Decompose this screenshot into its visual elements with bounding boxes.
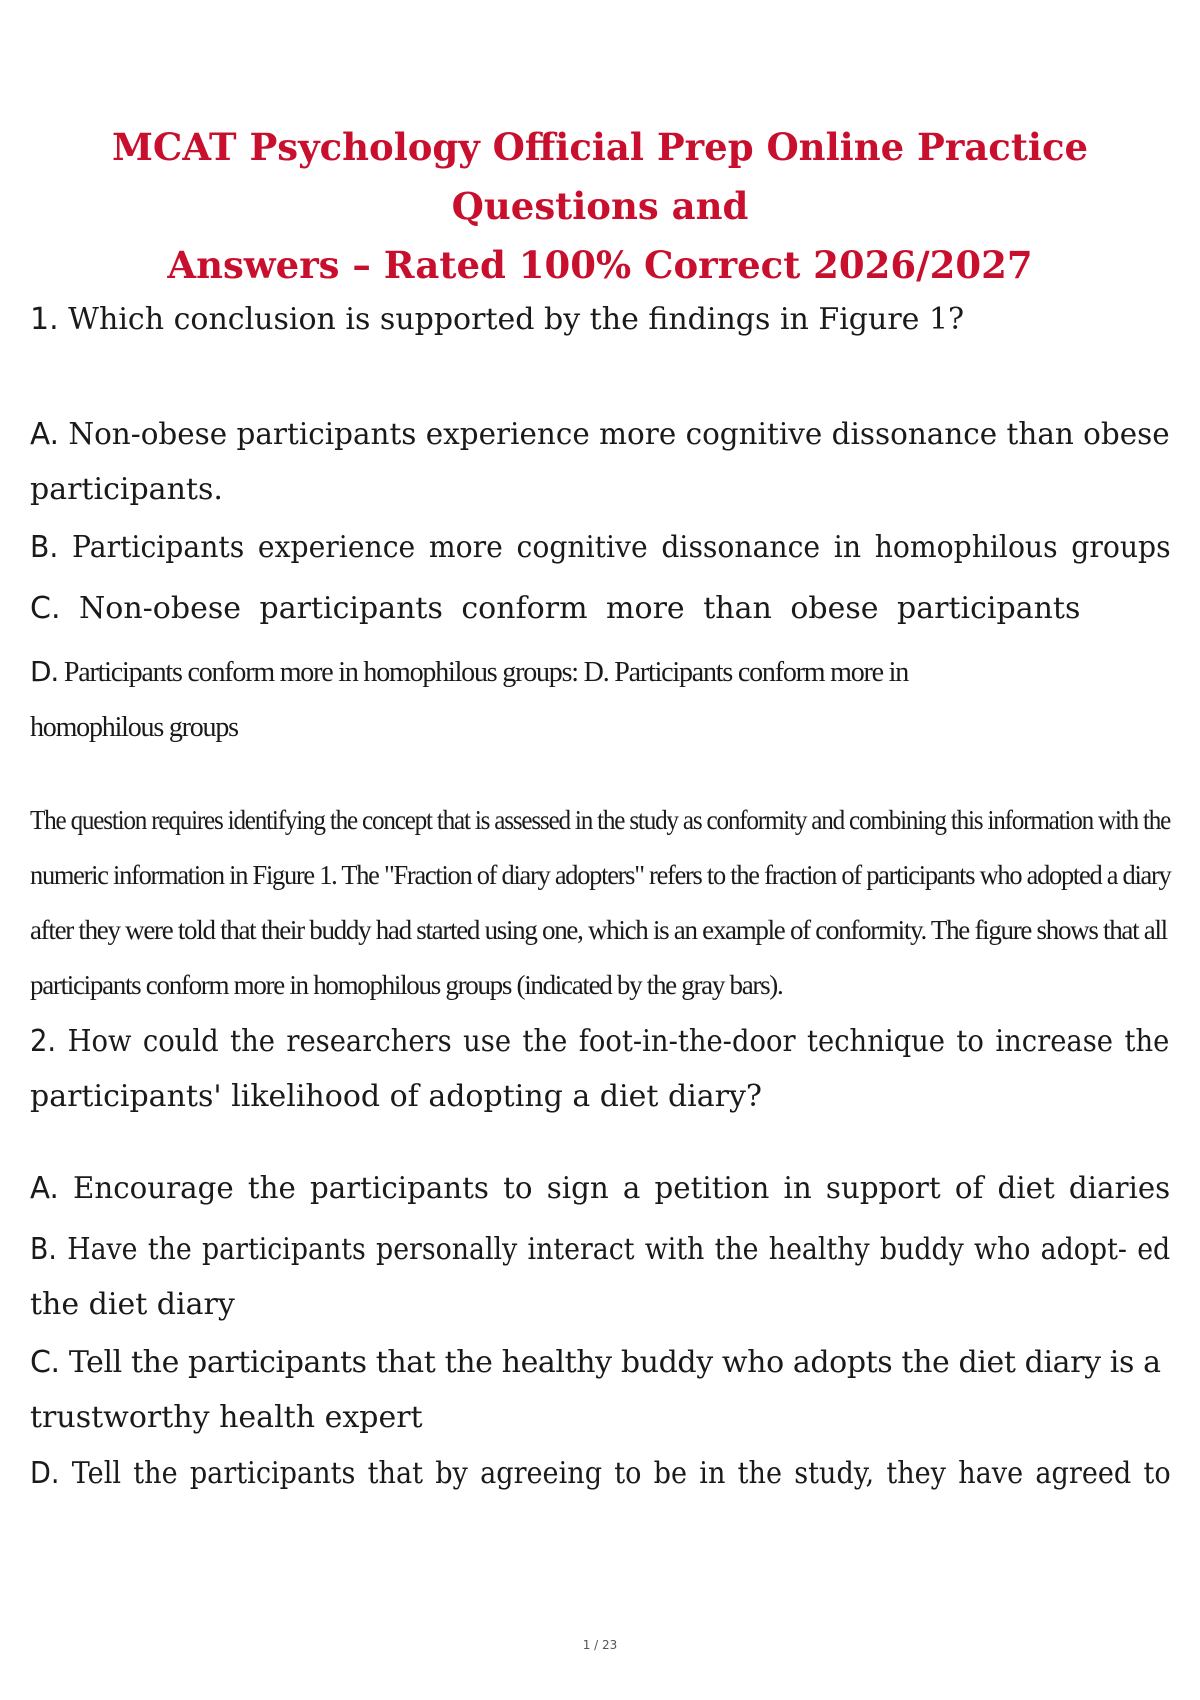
q1-option-c [30, 589, 1080, 629]
option-letter: D. [30, 655, 59, 688]
question-stem-text: Which conclusion is supported by the findings in Figure 1? [68, 302, 965, 337]
q1-explanation-line-3: after they were told that their buddy had started using one, which is an example of conformity. The figure shows that all [30, 915, 1167, 945]
q1-option-d [30, 652, 908, 693]
q2-option-c [30, 1343, 1161, 1383]
option-text: Non-obese participants conform more than obese participants [79, 591, 1081, 626]
page-indicator: 1 / 23 [582, 1638, 618, 1652]
q1-explanation-line-2: numeric information in Figure 1. The "Fraction of diary adopters" refers to the fraction of participants who adopted a diary [30, 860, 1171, 890]
question-2-stem [30, 1022, 1169, 1062]
option-text: Have the participants personally interact with the healthy buddy who adopt- ed [67, 1232, 1171, 1267]
question-1-stem [30, 300, 964, 340]
q1-explanation-line-1: The question requires identifying the concept that is assessed in the study as conformity and combining this information with the [30, 805, 1171, 835]
option-letter: B. [30, 530, 59, 565]
option-letter: C. [30, 591, 61, 626]
option-text: Participants conform more in homophilous groups: D. Participants conform more in [63, 657, 909, 688]
option-text: Encourage the participants to sign a petition in support of diet diaries [73, 1171, 1171, 1206]
question-number: 2. [30, 1024, 57, 1059]
q2-option-a [30, 1169, 1170, 1209]
q1-option-b [30, 528, 1171, 568]
question-stem-text: How could the researchers use the foot-in-the-door technique to increase the [67, 1024, 1170, 1059]
question-number: 1. [30, 302, 59, 337]
q2-option-d [30, 1454, 1171, 1494]
question-2-stem-continued: participants' likelihood of adopting a diet diary? [30, 1079, 763, 1114]
option-text: Tell the participants that the healthy buddy who adopts the diet diary is a [68, 1345, 1161, 1380]
q1-option-d-continued: homophilous groups [30, 712, 238, 743]
q1-explanation-line-4: participants conform more in homophilous groups (indicated by the gray bars). [30, 970, 783, 1000]
option-letter: A. [30, 1171, 59, 1206]
option-text: Tell the participants that by agreeing to be in the study, they have agreed to [71, 1456, 1171, 1491]
q2-option-b [30, 1230, 1170, 1270]
q1-option-a [30, 415, 1170, 455]
option-letter: A. [30, 417, 59, 452]
q1-option-a-continued: participants. [30, 472, 223, 507]
option-letter: C. [30, 1345, 60, 1380]
option-letter: D. [30, 1456, 60, 1491]
title-line-2: Answers – Rated 100% Correct 2026/2027 [167, 243, 1033, 287]
q2-option-c-continued: trustworthy health expert [30, 1400, 423, 1435]
document-title [40, 118, 1160, 295]
option-text: Non-obese participants experience more cognitive dissonance than obese [68, 417, 1170, 452]
option-letter: B. [30, 1232, 57, 1267]
title-line-1: MCAT Psychology Official Prep Online Practice Questions and [111, 125, 1089, 228]
option-text: Participants experience more cognitive dissonance in homophilous groups [72, 530, 1171, 565]
q2-option-b-continued: the diet diary [30, 1287, 235, 1322]
